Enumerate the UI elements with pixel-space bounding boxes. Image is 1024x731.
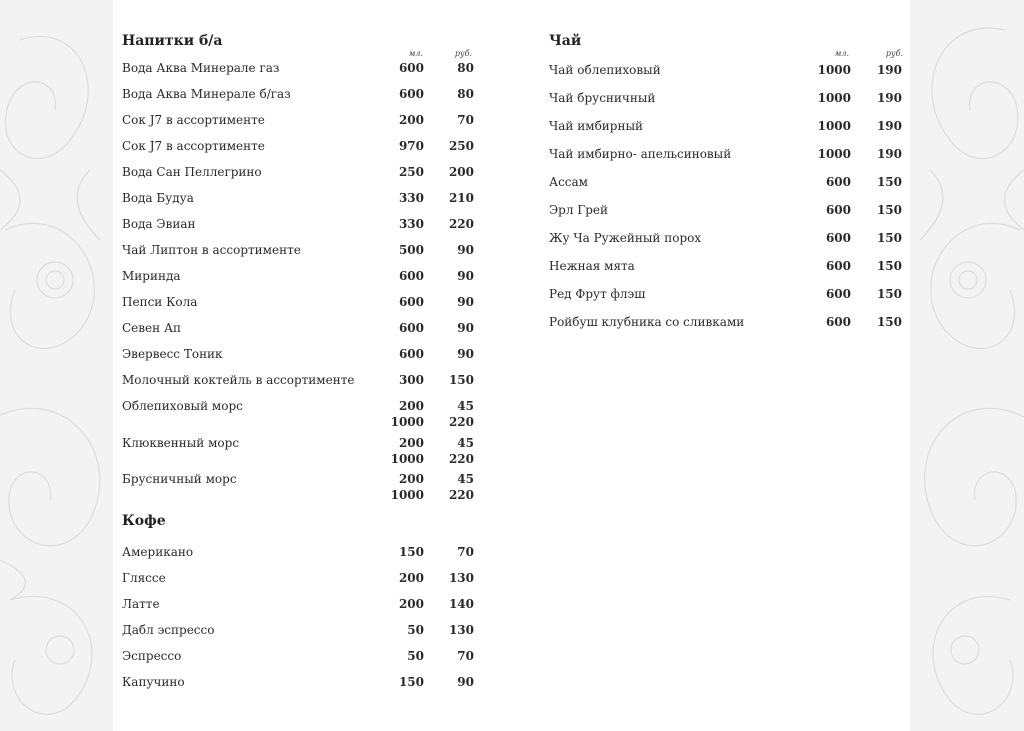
menu-item-price: 80 [457, 87, 474, 101]
menu-item-name: Латте [122, 597, 160, 611]
unit-label-rub: руб. [885, 49, 903, 58]
menu-item-row [549, 259, 902, 275]
menu-item-row [549, 119, 902, 135]
menu-item-volume: 500 [398, 243, 424, 257]
unit-label-ml: мл. [834, 49, 849, 58]
section-title-tea: Чай [549, 33, 582, 49]
menu-item-name: Чай облепиховый [549, 63, 661, 77]
unit-label-ml: мл. [408, 49, 423, 58]
menu-item-row [122, 87, 474, 103]
menu-item-row [122, 217, 474, 233]
menu-item-volume: 600 [825, 175, 851, 189]
menu-item-row [122, 269, 474, 285]
menu-item-name: Облепиховый морс [122, 399, 243, 413]
menu-item-volume: 50 [407, 649, 424, 663]
menu-item-name: Вода Будуа [122, 191, 194, 205]
menu-item-volume: 1000 [817, 63, 851, 77]
menu-item-price: 90 [457, 321, 474, 335]
menu-item-name: Миринда [122, 269, 181, 283]
menu-item-name: Чай Липтон в ассортименте [122, 243, 301, 257]
menu-item-name: Эспрессо [122, 649, 182, 663]
menu-item-volume: 600 [398, 347, 424, 361]
menu-item-price: 190 [876, 119, 902, 133]
menu-item-row [122, 623, 474, 639]
menu-item-row [122, 295, 474, 311]
menu-item-name: Американо [122, 545, 194, 559]
menu-item-row [122, 472, 474, 488]
menu-item-name: Ройбуш клубника со сливками [549, 315, 745, 329]
menu-item-volume: 600 [398, 321, 424, 335]
menu-item-price: 90 [457, 243, 474, 257]
menu-item-volume: 200 [398, 399, 424, 413]
menu-item-price: 80 [457, 61, 474, 75]
menu-item-price: 45 [457, 399, 474, 413]
menu-item-price: 220 [448, 488, 474, 502]
menu-item-name: Чай брусничный [549, 91, 656, 105]
menu-item-volume: 200 [398, 597, 424, 611]
menu-item-row [549, 315, 902, 331]
menu-item-row [549, 147, 902, 163]
menu-item-name: Вода Аква Минерале б/газ [122, 87, 291, 101]
menu-item-price: 150 [876, 231, 902, 245]
menu-item-row [122, 436, 474, 452]
menu-item-price: 150 [876, 287, 902, 301]
menu-item-price: 90 [457, 675, 474, 689]
menu-item-price: 70 [457, 545, 474, 559]
menu-item-name: Севен Ап [122, 321, 182, 335]
section-title-coffee: Кофе [122, 513, 166, 529]
menu-item-row [122, 113, 474, 129]
menu-item-volume: 300 [398, 373, 424, 387]
menu-item-price: 150 [448, 373, 474, 387]
menu-item-name: Сок J7 в ассортименте [122, 113, 265, 127]
paisley-ornament-right [910, 0, 1024, 731]
menu-item-volume: 970 [398, 139, 424, 153]
menu-item-price: 150 [876, 259, 902, 273]
menu-item-volume: 1000 [390, 415, 424, 429]
menu-item-price: 190 [876, 147, 902, 161]
menu-item-row [549, 203, 902, 219]
menu-item-row [122, 243, 474, 259]
menu-item-row [122, 321, 474, 337]
menu-item-row [122, 675, 474, 691]
menu-item-price: 140 [448, 597, 474, 611]
menu-item-volume: 150 [398, 675, 424, 689]
menu-item-row [122, 191, 474, 207]
menu-item-volume: 330 [398, 217, 424, 231]
menu-item-price: 150 [876, 203, 902, 217]
menu-item-price: 70 [457, 113, 474, 127]
menu-item-volume: 1000 [817, 91, 851, 105]
menu-item-price: 90 [457, 295, 474, 309]
menu-item-row [122, 139, 474, 155]
menu-item-volume: 600 [398, 87, 424, 101]
menu-item-row [549, 287, 902, 303]
menu-item-name: Сок J7 в ассортименте [122, 139, 265, 153]
menu-item-row [122, 347, 474, 363]
menu-item-row [122, 373, 474, 389]
menu-item-volume: 330 [398, 191, 424, 205]
menu-item-volume: 600 [825, 315, 851, 329]
menu-item-name: Чай имбирный [549, 119, 644, 133]
menu-item-volume: 250 [398, 165, 424, 179]
menu-item-price: 90 [457, 269, 474, 283]
menu-item-volume: 200 [398, 472, 424, 486]
unit-label-rub: руб. [454, 49, 472, 58]
menu-item-row [549, 231, 902, 247]
menu-item-price: 190 [876, 91, 902, 105]
menu-item-price: 130 [448, 623, 474, 637]
menu-item-price: 150 [876, 315, 902, 329]
menu-item-price: 70 [457, 649, 474, 663]
menu-item-name: Брусничный морс [122, 472, 237, 486]
menu-item-volume: 600 [825, 231, 851, 245]
menu-item-price: 90 [457, 347, 474, 361]
menu-item-name: Жу Ча Ружейный порох [549, 231, 702, 245]
menu-item-price: 220 [448, 217, 474, 231]
menu-item-volume: 50 [407, 623, 424, 637]
menu-item-price: 190 [876, 63, 902, 77]
menu-item-volume: 1000 [390, 488, 424, 502]
menu-item-row [549, 175, 902, 191]
menu-item-volume: 200 [398, 571, 424, 585]
menu-item-row [549, 63, 902, 79]
menu-item-name: Клюквенный морс [122, 435, 240, 450]
menu-item-name: Нежная мята [549, 259, 635, 273]
menu-item-row [122, 597, 474, 613]
menu-item-price: 210 [448, 191, 474, 205]
menu-item-row [122, 545, 474, 561]
menu-item-volume: 600 [398, 295, 424, 309]
menu-item-name: Чай имбирно- апельсиновый [549, 147, 732, 161]
menu-item-row [122, 165, 474, 181]
menu-item-row-secondary [122, 415, 474, 431]
menu-item-price: 45 [457, 435, 474, 450]
menu-item-name: Ред Фрут флэш [549, 287, 646, 301]
menu-item-volume: 1000 [817, 119, 851, 133]
paisley-ornament-left [0, 0, 113, 731]
menu-item-row [122, 649, 474, 665]
section-title-drinks: Напитки б/а [122, 33, 223, 49]
menu-item-volume: 600 [398, 269, 424, 283]
menu-item-price: 250 [448, 139, 474, 153]
menu-item-name: Дабл эспрессо [122, 623, 215, 637]
menu-item-row-secondary [122, 452, 474, 468]
menu-item-row [122, 61, 474, 77]
menu-item-row-secondary [122, 488, 474, 504]
menu-item-row [122, 399, 474, 415]
menu-item-row [549, 91, 902, 107]
menu-item-price: 200 [448, 165, 474, 179]
menu-item-name: Ассам [549, 175, 589, 189]
menu-item-price: 45 [457, 472, 474, 486]
menu-item-volume: 600 [825, 259, 851, 273]
menu-item-price: 220 [448, 415, 474, 429]
menu-item-name: Молочный коктейль в ассортименте [122, 373, 355, 387]
menu-item-volume: 600 [825, 287, 851, 301]
menu-item-name: Гляссе [122, 571, 166, 585]
menu-item-name: Вода Сан Пеллегрино [122, 165, 262, 179]
menu-item-row [122, 571, 474, 587]
menu-item-price: 150 [876, 175, 902, 189]
menu-item-name: Вода Эвиан [122, 217, 196, 231]
menu-item-name: Эвервесс Тоник [122, 347, 223, 361]
menu-item-price: 130 [448, 571, 474, 585]
menu-item-name: Вода Аква Минерале газ [122, 61, 280, 75]
menu-item-volume: 600 [398, 61, 424, 75]
menu-item-volume: 600 [825, 203, 851, 217]
menu-item-volume: 200 [398, 113, 424, 127]
menu-item-volume: 1000 [817, 147, 851, 161]
menu-item-name: Пепси Кола [122, 295, 198, 309]
menu-item-name: Эрл Грей [549, 203, 609, 217]
menu-item-volume: 150 [398, 545, 424, 559]
menu-item-name: Капучино [122, 675, 185, 689]
menu-item-volume: 1000 [390, 451, 424, 466]
menu-item-price: 220 [448, 451, 474, 466]
menu-item-volume: 200 [398, 435, 424, 450]
